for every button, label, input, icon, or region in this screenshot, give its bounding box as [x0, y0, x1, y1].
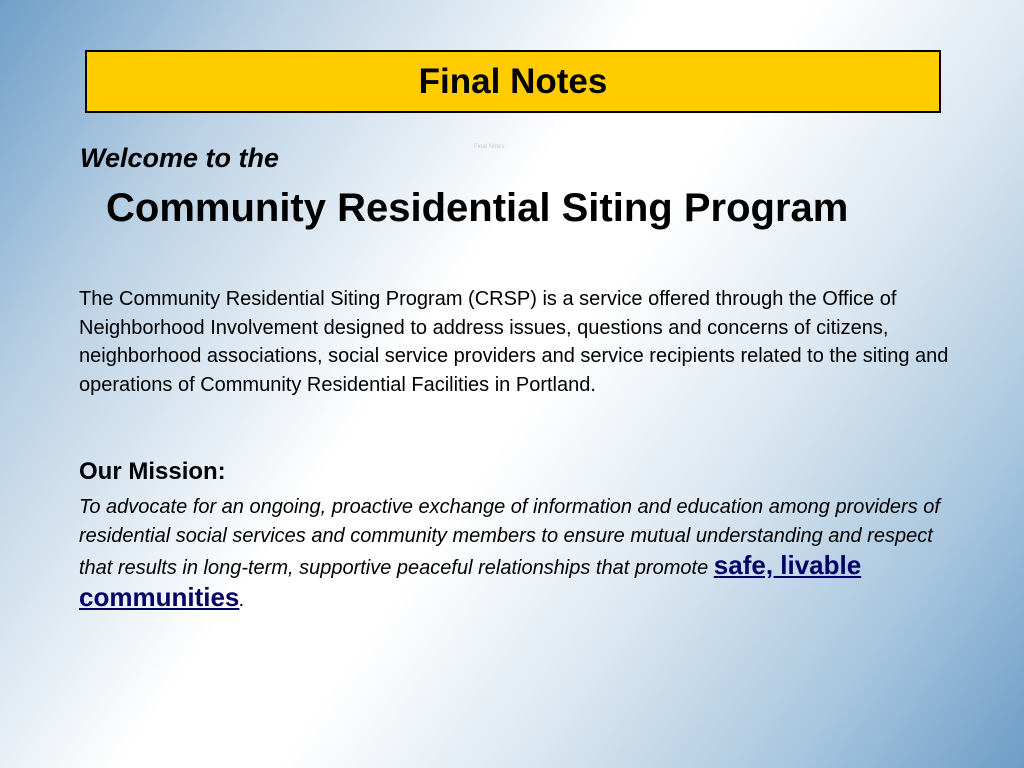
faint-title-label: Final Notes: [474, 144, 505, 150]
program-name-heading: Community Residential Siting Program: [106, 186, 849, 230]
welcome-text: Welcome to the: [80, 143, 280, 173]
title-banner: [85, 50, 941, 113]
mission-emphasis: safe, livable communities: [79, 550, 862, 612]
slide-title: Final Notes: [418, 61, 608, 101]
mission-end: .: [239, 589, 245, 611]
mission-heading: Our Mission:: [79, 458, 226, 485]
program-description: The Community Residential Siting Program (CRSP) is a service offered through the Office of Neighborhood Involvement designed to address issues, questions and concerns of citizens, neighborhood associations, social service providers and service recipients related to the siting and operations of Community Residential Facilities in Portland.: [79, 288, 949, 396]
mission-body: To advocate for an ongoing, proactive exchange of information and education among providers of residential social services and community members to ensure mutual understanding and respect that results in long-term, supportive peaceful relationships that promote: [79, 496, 940, 579]
mission-statement: [79, 493, 959, 615]
